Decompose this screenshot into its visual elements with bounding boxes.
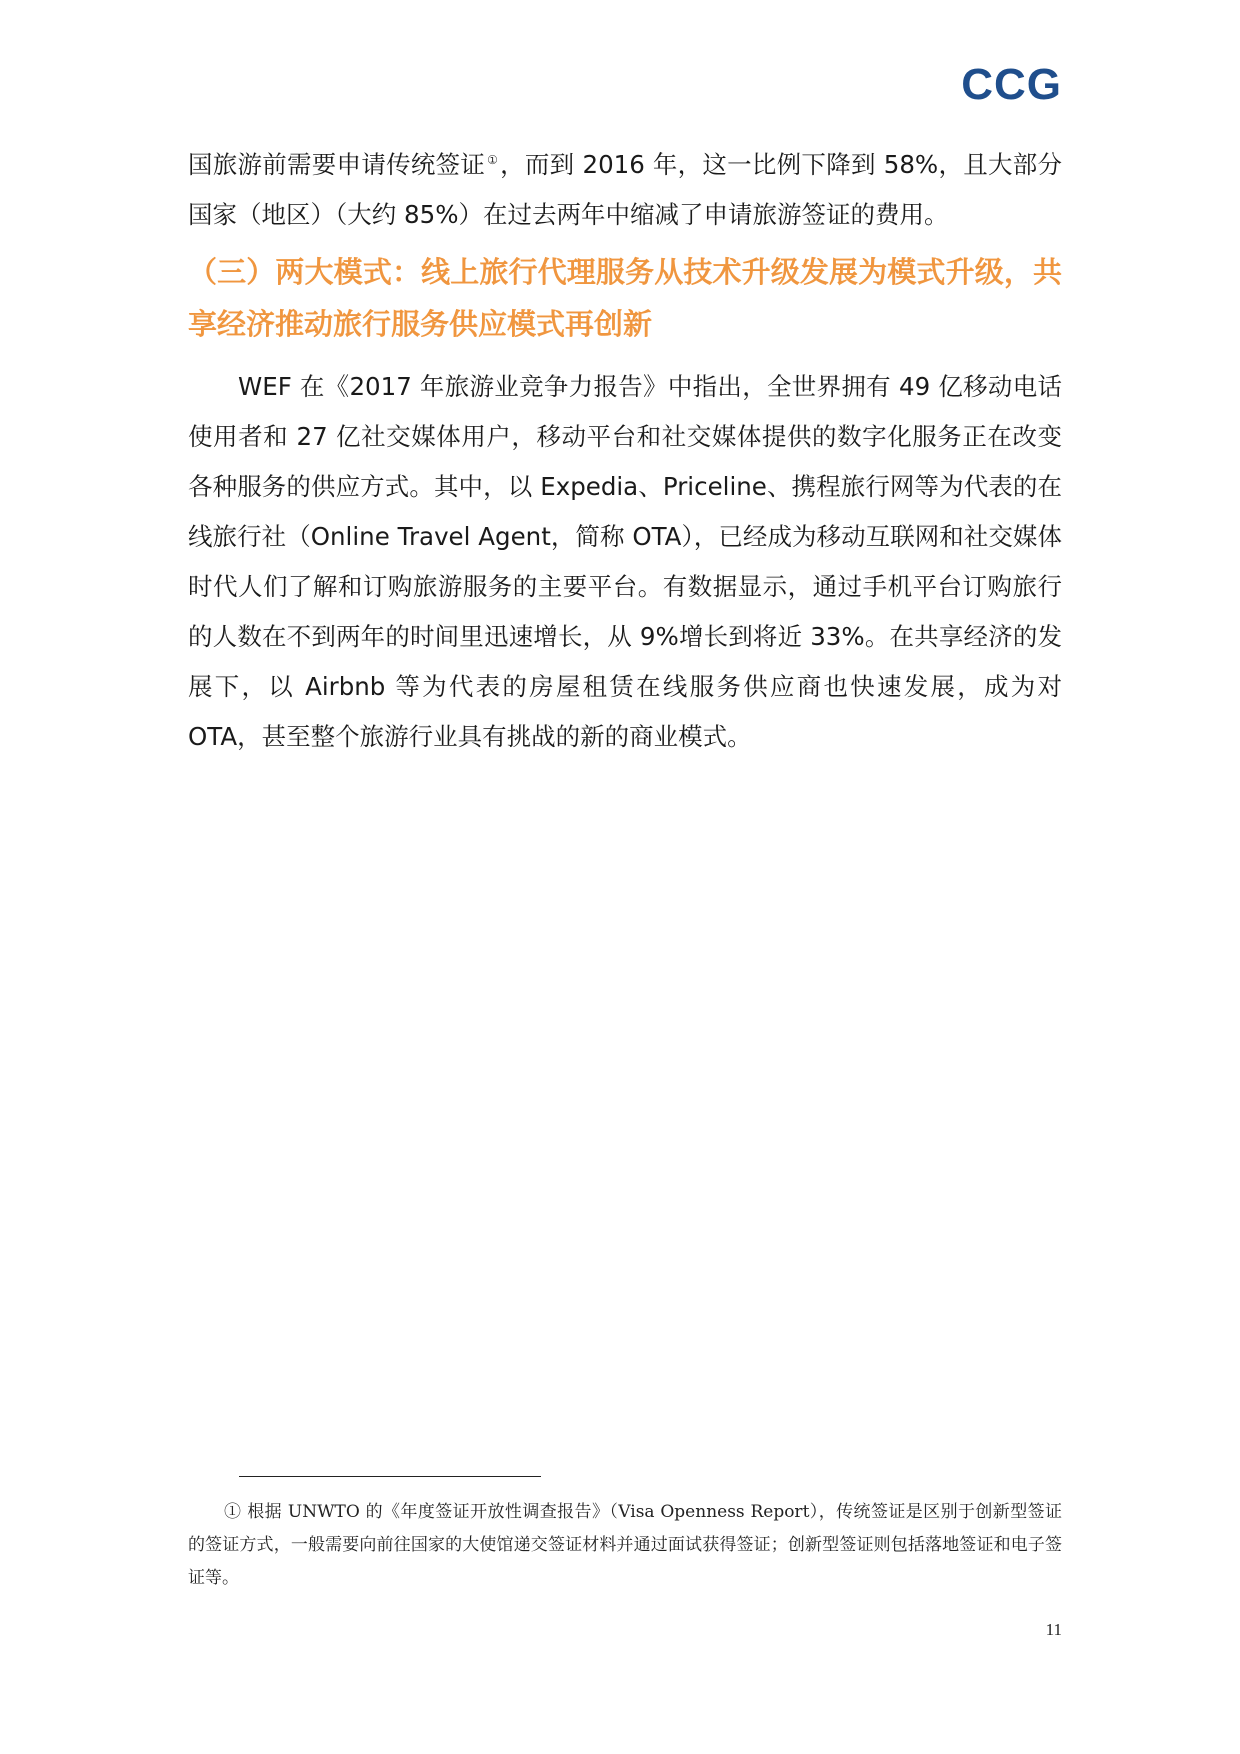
section-heading: （三）两大模式：线上旅行代理服务从技术升级发展为模式升级，共享经济推动旅行服务供应模式再创新 [188,255,1062,341]
page-number: 11 [1045,1620,1062,1639]
footnote-text: 根据 UNWTO 的《年度签证开放性调查报告》（Visa Openness Report），传统签证是区别于创新型签证的签证方式，一般需要向前往国家的大使馆递交签证材料并通过面试获得签证；创新型签证则包括落地签证和电子签证等。 [188,1502,1063,1588]
footnote-divider [239,1476,541,1477]
footnote [188,1496,1062,1595]
page-content [188,140,1062,762]
footnote-mark: ① [224,1502,242,1522]
footnote-reference-mark[interactable]: ① [487,152,499,167]
paragraph-wef-report: WEF 在《2017 年旅游业竞争力报告》中指出，全世界拥有 49 亿移动电话使用者和 27 亿社交媒体用户，移动平台和社交媒体提供的数字化服务正在改变各种服务的供应方式。其中，以 Expedia、Priceline、携程旅行网等为代表的在线旅行社（Online Travel Agent，简称 OTA），已经成为移动互联网和社交媒体时代人们了解和订购旅游服务的主要平台。有数据显示，通过手机平台订购旅行的人数在不到两年的时间里迅速增长，从 9%增长到将近 33%。在共享经济的发展下，以 Airbnb 等为代表的房屋租赁在线服务供应商也快速发展，成为对 OTA，甚至整个旅游行业具有挑战的新的商业模式。 [188,372,1062,751]
paragraph-continued-text-a: 国旅游前需要申请传统签证 [188,150,486,179]
ccg-logo: CCG [961,60,1062,109]
paragraph-continued [188,140,1062,240]
paragraph-continued-text-b: ，而到 2016 年，这一比例下降到 58%，且大部分国家（地区）（大约 85%）在过去两年中缩减了申请旅游签证的费用。 [188,150,1063,229]
